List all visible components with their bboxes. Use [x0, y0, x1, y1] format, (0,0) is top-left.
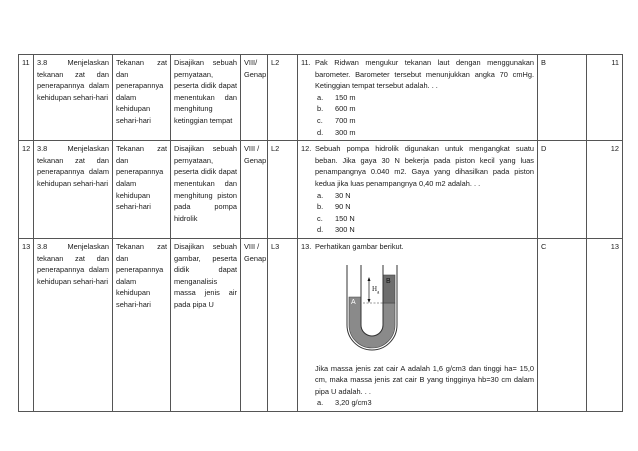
kd-cell: 3.8 Menjelaskan tekanan zat dan penerapannya dalam kehidupan sehari-hari — [34, 238, 113, 411]
soal-cell — [298, 141, 538, 239]
level-cell: L2 — [268, 55, 298, 141]
materi-cell: Tekanan zat dan penerapannya dalam kehidupan sehari-hari — [113, 55, 171, 141]
table-row — [19, 238, 623, 411]
kunci-cell: D — [538, 141, 587, 239]
question-number: 11. — [301, 58, 311, 67]
kelas-cell: VIII / Genap — [241, 238, 268, 411]
kelas-cell: VIII/ Genap — [241, 55, 268, 141]
option-d: d. 300 N — [317, 225, 355, 235]
question-text-after: Jika massa jenis zat cair A adalah 1,6 g/cm3 dan tinggi ha= 15,0 cm, maka massa jenis zat cair B yang tingginya hb=30 cm dalam pipa U adalah. . . — [315, 363, 534, 396]
soal-cell — [298, 238, 538, 411]
question-text: Perhatikan gambar berikut. — [315, 241, 404, 251]
nomor-cell: 12 — [587, 141, 623, 239]
option-d: d. 300 m — [317, 127, 356, 137]
option-c: c. 150 N — [317, 213, 355, 223]
materi-cell: Tekanan zat dan penerapannya dalam kehidupan sehari-hari — [113, 141, 171, 239]
level-cell: L3 — [268, 238, 298, 411]
table-row — [19, 55, 623, 141]
indikator-cell: Disajikan sebuah gambar, peserta didik dapat menganalisis massa jenis air pada pipa U — [171, 238, 241, 411]
kelas-cell: VIII / Genap — [241, 141, 268, 239]
option-b: b. 90 N — [317, 202, 351, 212]
question — [301, 241, 534, 409]
kunci-cell: B — [538, 55, 587, 141]
question-text: Pak Ridwan mengukur tekanan laut dengan menggunakan barometer. Barometer tersebut menunjukkan angka 70 cmHg. Ketinggian tempat tersebut adalah. . . — [315, 58, 534, 91]
nomor-cell: 13 — [587, 238, 623, 411]
level-cell: L2 — [268, 141, 298, 239]
u-tube-diagram — [337, 257, 417, 357]
question-text: Sebuah pompa hidrolik digunakan untuk mengangkat suatu beban. Jika gaya 30 N bekerja pada piston kecil yang luas penampangnya 0.040 m2. Gaya yang dihasilkan pada piston kedua jika luas penampangnya 0,40 m2 adalah. . . — [315, 144, 534, 188]
materi-cell: Tekanan zat dan penerapannya dalam kehidupan sehari-hari — [113, 238, 171, 411]
label-h: $H_a$ — [372, 284, 380, 295]
option-c: c. 700 m — [317, 115, 356, 125]
question-grid-table — [18, 54, 623, 412]
question-number: 12. — [301, 144, 312, 154]
kd-cell: 3.8 Menjelaskan tekanan zat dan penerapannya dalam kehidupan sehari-hari — [34, 55, 113, 141]
indikator-cell: Disajikan sebuah pernyataan, peserta didik dapat menentukan dan menghitung piston pada pompa hidrolik — [171, 141, 241, 239]
label-a: A — [351, 298, 356, 306]
options-list — [315, 397, 534, 409]
kunci-cell: C — [538, 238, 587, 411]
u-tube-figure — [337, 257, 417, 357]
question — [301, 143, 534, 236]
row-number: 13 — [19, 238, 34, 411]
question — [301, 57, 534, 138]
option-a: a. 3,20 g/cm3 — [317, 398, 372, 408]
option-a: a. 150 m — [317, 92, 356, 102]
option-b: b. 600 m — [317, 104, 356, 114]
question-number: 13. — [301, 241, 312, 251]
label-b: B — [386, 277, 391, 285]
options-list — [315, 190, 534, 236]
table-row — [19, 141, 623, 239]
row-number: 11 — [19, 55, 34, 141]
row-number: 12 — [19, 141, 34, 239]
option-a: a. 30 N — [317, 190, 351, 200]
nomor-cell: 11 — [587, 55, 623, 141]
options-list — [315, 92, 534, 138]
indikator-cell: Disajikan sebuah pernyataan, peserta didik dapat menentukan dan menghitung ketinggian tempat — [171, 55, 241, 141]
soal-cell — [298, 55, 538, 141]
kd-cell: 3.8 Menjelaskan tekanan zat dan penerapannya dalam kehidupan sehari-hari — [34, 141, 113, 239]
